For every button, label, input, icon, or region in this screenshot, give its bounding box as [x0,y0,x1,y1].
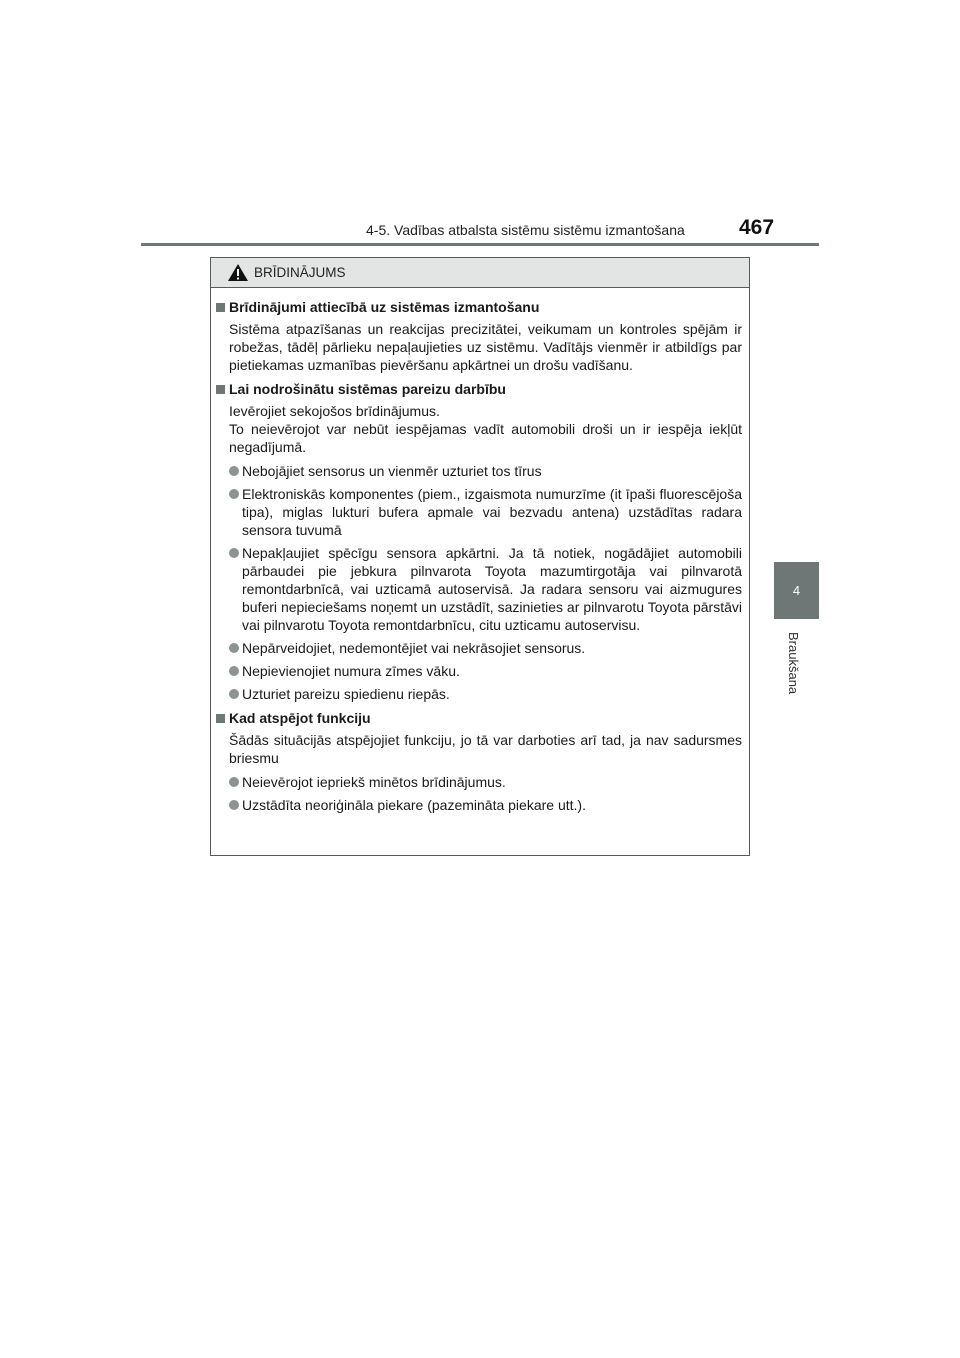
round-bullet-icon [229,643,239,653]
chapter-number: 4 [792,583,801,598]
list-item: Nepakļaujiet spēcīgu sensora apkārtni. Ja tā notiek, nogādājiet automobili pārbaudei pie jebkura pilnvarota Toyota mazumtirgotāja vai pilnvarotā remontdarbnīcā, vai uzticamā autoservisā. Ja radara sensoru vai aizmugures buferi nepieciešams noņemt un uzstādīt, sazinieties ar pilnvarotu Toyota pārstāvi vai pilnvarotu Toyota remontdarbnīcu, citu uzticamu autoservisu. [216,544,742,634]
section-paragraph: Ievērojiet sekojošos brīdinājumus. [229,403,440,419]
round-bullet-icon [229,548,239,558]
page-number: 467 [739,216,775,239]
chapter-tab [774,562,819,619]
list-item: Neievērojot iepriekš minētos brīdinājumus. [216,773,742,791]
warning-section [216,298,742,374]
round-bullet-icon [229,466,239,476]
warning-section [216,380,742,703]
list-item: Nebojājiet sensorus un vienmēr uzturiet tos tīrus [216,462,742,480]
warning-triangle-icon [227,263,249,282]
list-item: Elektroniskās komponentes (piem., izgaismota numurzīme (it īpaši fluorescējoša tipa), miglas lukturi bufera apmale vai bezvadu antena) uzstādītas radara sensora tuvumā [216,485,742,539]
warning-body [211,288,749,814]
section-heading: Kad atspējot funkciju [216,709,742,727]
square-bullet-icon [216,385,225,394]
list-item: Uzstādīta neoriģināla piekare (pazemināta piekare utt.). [216,796,742,814]
round-bullet-icon [229,689,239,699]
section-paragraph: To neievērojot var nebūt iespējamas vadīt automobili droši un ir iespēja iekļūt negadījumā. [229,421,742,455]
round-bullet-icon [229,489,239,499]
warning-box [210,257,750,856]
header-divider [141,243,819,246]
round-bullet-icon [229,666,239,676]
warning-header [211,258,749,288]
warning-section [216,709,742,814]
running-header-section: 4-5. Vadības atbalsta sistēmu sistēmu izmantošana [366,222,685,238]
list-item: Uzturiet pareizu spiedienu riepās. [216,685,742,703]
list-item: Nepārveidojiet, nedemontējiet vai nekrāsojiet sensorus. [216,639,742,657]
section-paragraph: Sistēma atpazīšanas un reakcijas precizitātei, veikumam un kontroles spējām ir robežas, tādēļ pārlieku nepaļaujieties uz sistēmu. Vadītājs vienmēr ir atbildīgs par pietiekamas uzmanības pievēršanu apkārtnei un drošu vadīšanu. [229,321,742,373]
chapter-label: Braukšana [786,632,801,695]
square-bullet-icon [216,714,225,723]
round-bullet-icon [229,800,239,810]
section-heading: Lai nodrošinātu sistēmas pareizu darbību [216,380,742,398]
warning-title: BRĪDINĀJUMS [254,265,346,280]
section-paragraph: Šādās situācijās atspējojiet funkciju, jo tā var darboties arī tad, ja nav sadursmes briesmu [229,732,742,766]
square-bullet-icon [216,303,225,312]
round-bullet-icon [229,777,239,787]
list-item: Nepievienojiet numura zīmes vāku. [216,662,742,680]
section-heading: Brīdinājumi attiecībā uz sistēmas izmantošanu [216,298,742,316]
